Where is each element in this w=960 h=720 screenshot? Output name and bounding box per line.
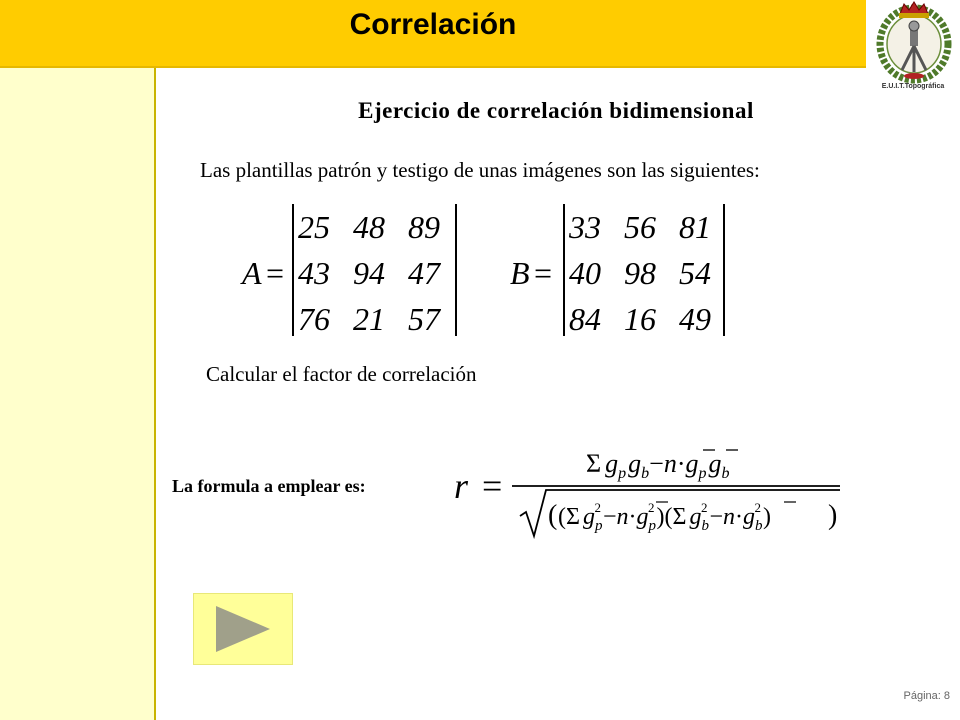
correlation-formula — [450, 440, 850, 540]
matrix-a-name: A — [242, 255, 262, 291]
matrix-b-cell: 56 — [624, 209, 656, 245]
formula-label: La formula a emplear es: — [172, 476, 366, 496]
task-text: Calcular el factor de correlación — [206, 362, 477, 386]
page-number: Página: 8 — [903, 690, 950, 702]
svg-text:Σgpgb−n·gpgb: Σ $g_pg_b-n\cdot g_pg_b$ — [586, 449, 730, 482]
matrix-b-cell: 54 — [679, 255, 711, 291]
svg-text:(: ( — [548, 500, 558, 531]
matrix-a-cell: 21 — [353, 301, 385, 337]
matrix-a-cell: 76 — [298, 301, 330, 337]
play-arrow-icon — [212, 604, 272, 654]
svg-text:=: = — [482, 466, 503, 506]
matrix-b-cell: 81 — [679, 209, 711, 245]
intro-text: Las plantillas patrón y testigo de unas imágenes son las siguientes: — [200, 158, 760, 182]
matrix-b-cell: 98 — [624, 255, 656, 291]
matrix-b-cell: 16 — [624, 301, 656, 337]
matrix-b-cell: 49 — [679, 301, 711, 337]
matrix-a-cell: 25 — [298, 209, 330, 245]
left-sidebar-panel — [0, 68, 156, 720]
matrices-group — [236, 200, 736, 340]
exercise-subtitle: Ejercicio de correlación bidimensional — [358, 98, 754, 123]
matrix-b-equals: = — [534, 255, 553, 291]
matrix-a-cell: 47 — [408, 255, 440, 291]
matrix-b-cell: 84 — [569, 301, 601, 337]
matrix-a-cell: 43 — [298, 255, 330, 291]
next-slide-button[interactable] — [193, 593, 293, 665]
svg-text:): ) — [828, 500, 838, 531]
matrix-a-equals: = — [266, 255, 285, 291]
svg-text:r: r — [454, 466, 469, 506]
matrix-b-cell: 40 — [569, 255, 601, 291]
matrix-a-cell: 94 — [353, 255, 385, 291]
svg-text:(Σgp2−n·gp2)(Σgb2−n·gb2): (Σ $g_p2-n\cdot g_p2)(\Sigma$ $g_b2-n\cdot g_b2$) — [558, 500, 772, 534]
matrix-b-cell: 33 — [569, 209, 601, 245]
matrix-a-cell: 48 — [353, 209, 385, 245]
matrix-a-cell: 89 — [408, 209, 440, 245]
page-title: Correlación — [349, 8, 517, 41]
logo-caption: E.U.I.T.Topográfica — [881, 83, 945, 90]
matrix-b-name: B — [510, 255, 530, 291]
matrix-a-cell: 57 — [408, 301, 440, 337]
